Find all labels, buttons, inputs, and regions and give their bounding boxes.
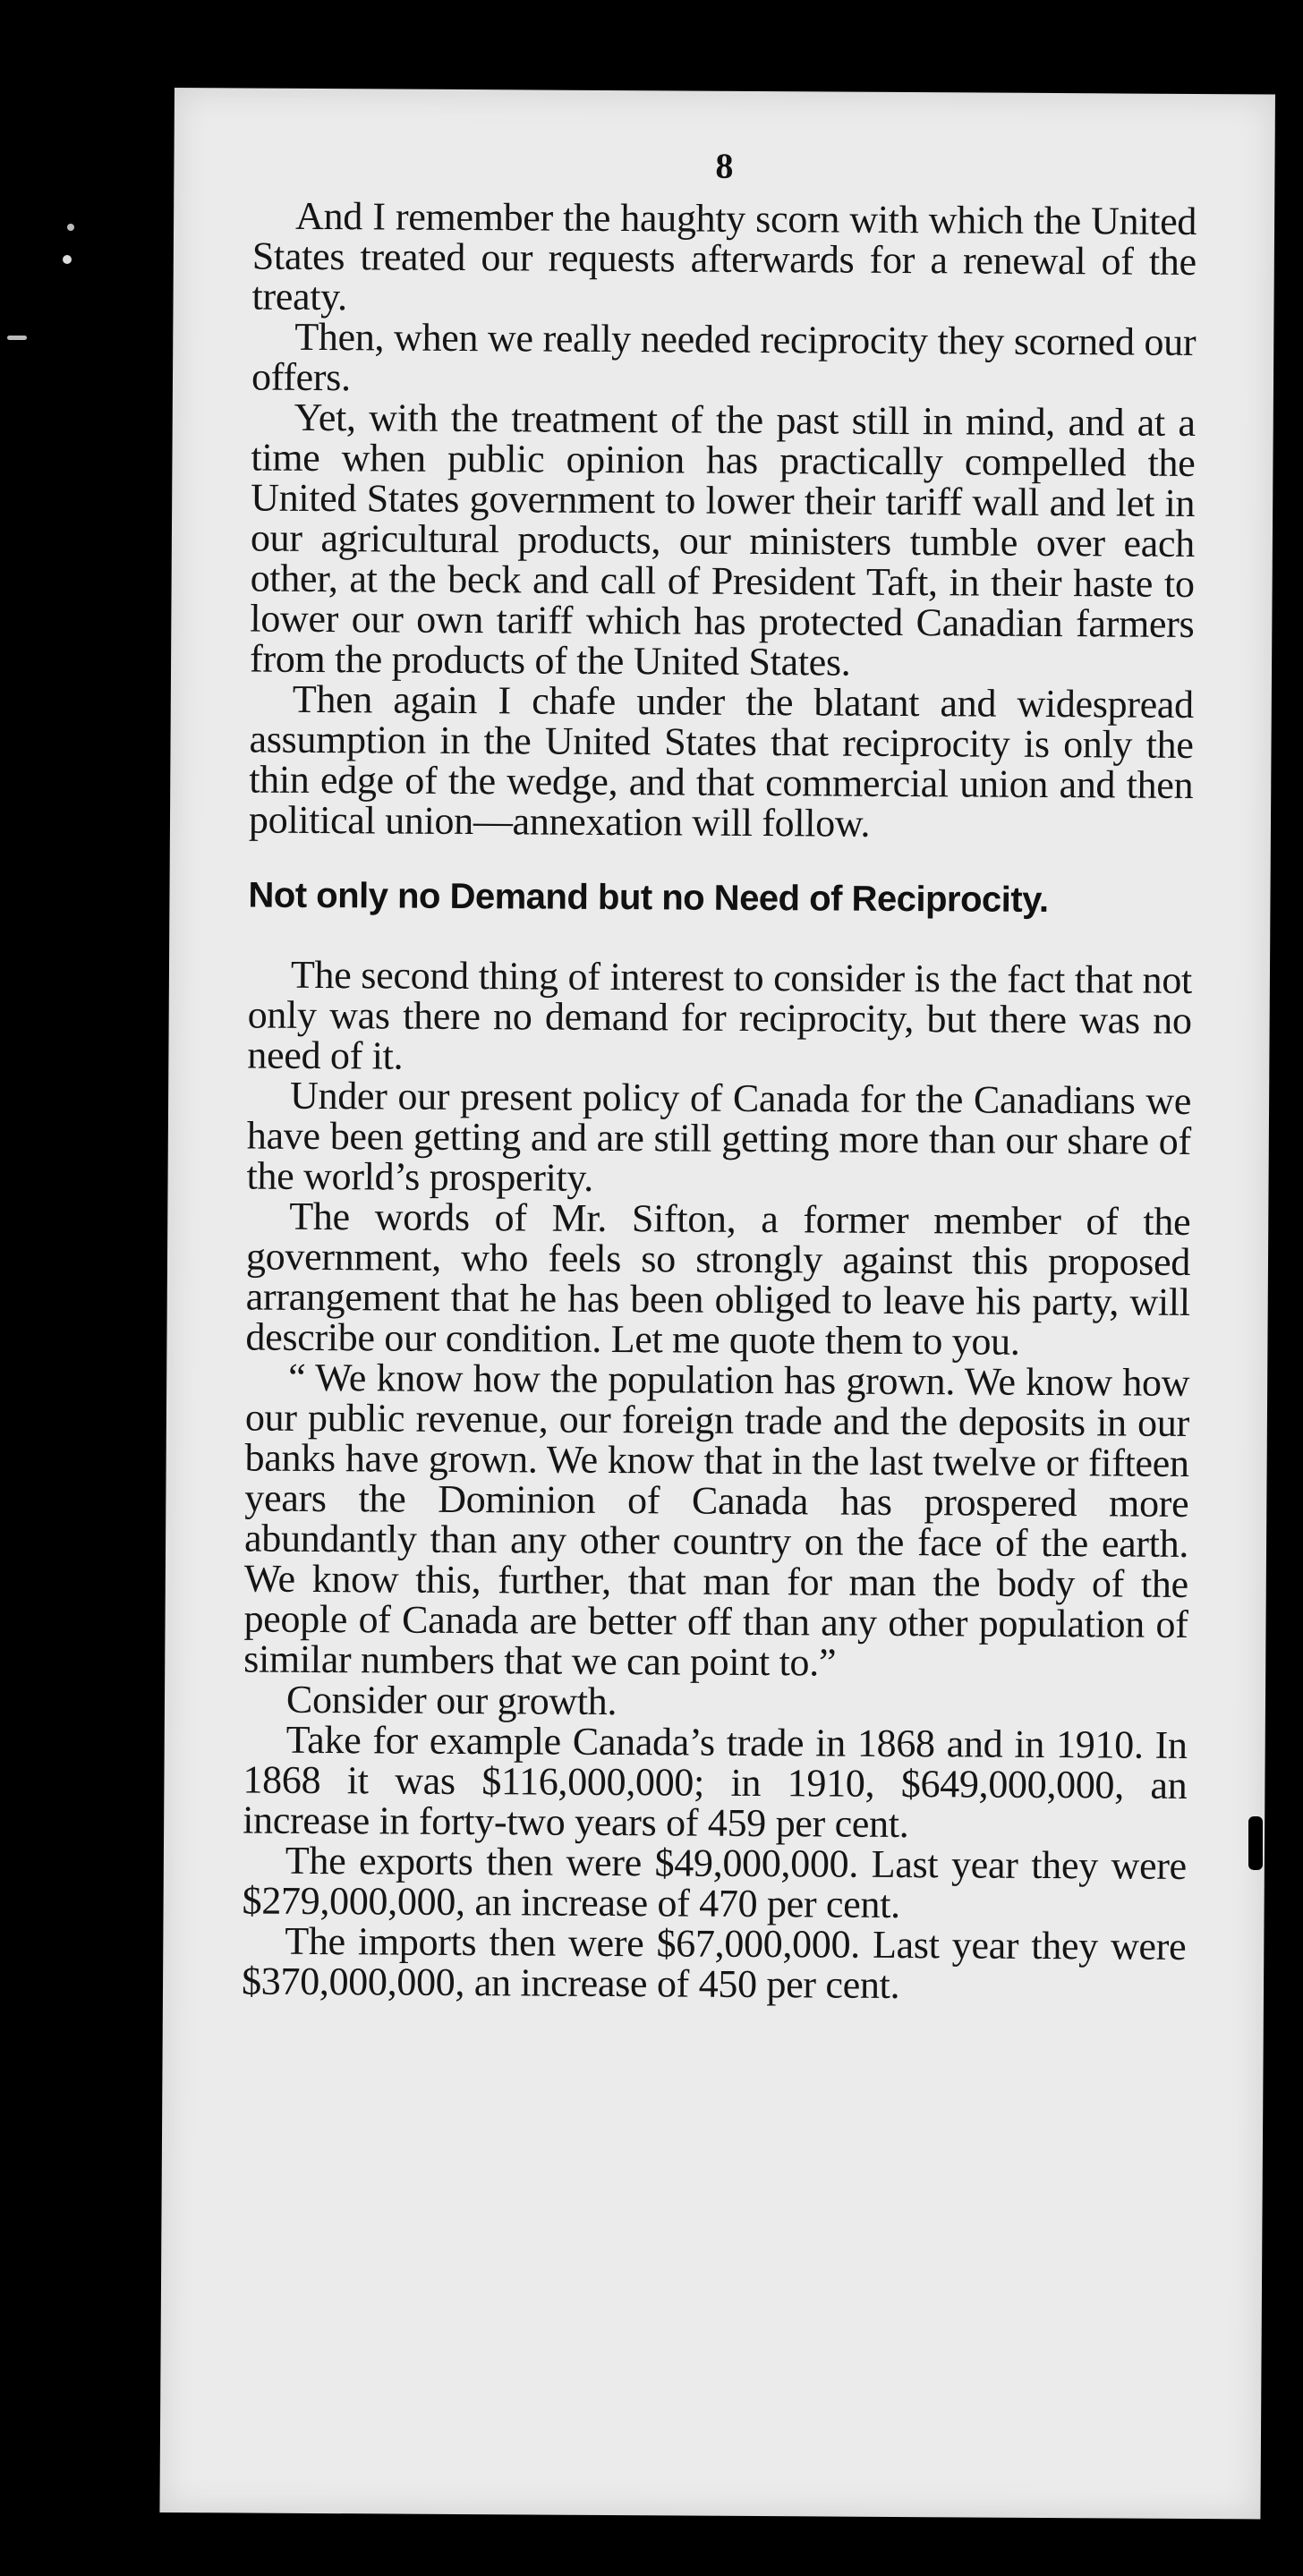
film-speck [67, 224, 74, 231]
paragraph: Take for example Canada’s trade in 1868 and in 1910. In 1868 it was $116,000,000; in 1910, $649,000,000, an increase in forty-two years of 459 per cent. [243, 1717, 1188, 1847]
body-text [241, 193, 1197, 2007]
paragraph: The exports then were $49,000,000. Last year they were $279,000,000, an increase of 470 per cent. [242, 1838, 1188, 1926]
paragraph: Under our present policy of Canada for the Canadians we have been getting and are still getting more than our share of the world’s prosperity. [246, 1073, 1192, 1200]
paragraph: Yet, with the treatment of the past still in mind, and at a time when public opinion has practically compelled the United States government to lower their tariff wall and let in our agricultural products, our ministers tumble over each other, at the beck and call of President Taft, in their haste to lower our own tariff which has protected Canadian farmers from the products of the United States. [249, 395, 1196, 684]
paragraph: Then, when we really needed reciprocity they scorned our offers. [251, 314, 1197, 400]
paragraph: The imports then were $67,000,000. Last year they were $370,000,000, an increase of 450 per cent. [241, 1918, 1187, 2007]
film-speck [63, 255, 72, 264]
page-number: 8 [715, 145, 734, 186]
paragraph: The words of Mr. Sifton, a former member of the government, who feels so strongly against this proposed arrangement that he has been obliged to leave his party, will describe our condition. Let me quote them to you. [245, 1194, 1191, 1364]
paragraph: Then again I chafe under the blatant and widespread assumption in the United States that reciprocity is only the thin edge of the wedge, and that commercial union and then political union—annexation will follow. [248, 676, 1194, 846]
quotation-paragraph: “ We know how the population has grown. We know how our public revenue, our foreign trade and the deposits in our banks have grown. We know that in the last twelve or fifteen years the Dominion of Canada has prospered more abundantly than any other country on the face of the earth. We know this, further, that man for man the body of the people of Canada are better off than any other population of similar numbers that we can point to.” [243, 1355, 1190, 1685]
section-heading: Not only no Demand but no Need of Reciprocity. [248, 875, 1049, 920]
scanned-page [159, 88, 1275, 2519]
paragraph: Consider our growth. [285, 1677, 617, 1724]
page-edge-shadow [1271, 1253, 1283, 1315]
paragraph: And I remember the haughty scorn with which the United States treated our requests afterwards for a renewal of the treaty. [251, 193, 1197, 319]
film-speck [7, 336, 27, 340]
page-edge-shadow [1248, 1816, 1263, 1870]
paragraph: The second thing of interest to consider is the fact that not only was there no demand for reciprocity, but there was no need of it. [247, 952, 1193, 1078]
